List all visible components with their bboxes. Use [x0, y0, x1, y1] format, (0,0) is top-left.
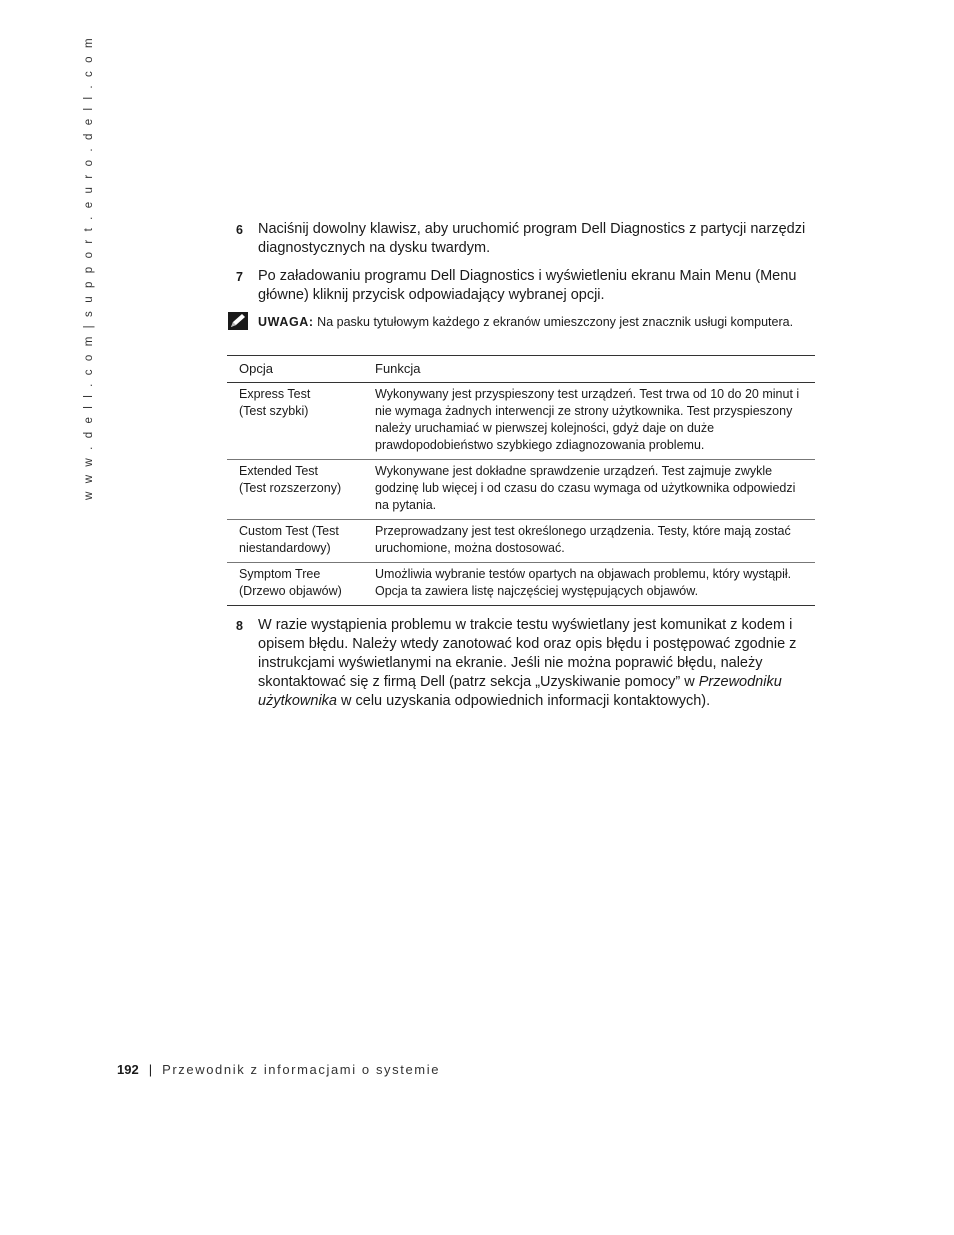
- step-text: Naciśnij dowolny klawisz, aby uruchomić program Dell Diagnostics z partycji narzędzi diagnostycznych na dysku twardym.: [258, 221, 806, 256]
- function-cell: Umożliwia wybranie testów opartych na objawach problemu, który wystąpił. Opcja ta zawiera listę najczęściej występujących objawów.: [363, 563, 815, 606]
- step-text: [258, 267, 816, 305]
- option-line: (Test szybki): [239, 404, 309, 418]
- step-text-part: w celu uzyskania odpowiednich informacji kontaktowych).: [336, 693, 711, 709]
- option-cell: [227, 383, 363, 460]
- user-guide-title: Przewodniku użytkownika: [258, 674, 782, 709]
- table-row: [227, 383, 815, 460]
- step-number: 8: [236, 619, 243, 633]
- options-table: [227, 355, 815, 606]
- step-text-part: (Menu główne) kliknij przycisk odpowiadający wybranej opcji.: [258, 268, 797, 303]
- option-line: Custom Test (Test: [239, 524, 339, 538]
- header-function: Funkcja: [363, 356, 815, 383]
- footer-title: Przewodnik z informacjami o systemie: [162, 1062, 441, 1077]
- option-cell: [227, 520, 363, 563]
- step-7: [236, 267, 816, 305]
- option-line: Symptom Tree: [239, 567, 321, 581]
- table-row: [227, 563, 815, 606]
- table-header-row: [227, 356, 815, 383]
- step-number: 6: [236, 223, 243, 237]
- step-text-part: W razie wystąpienia problemu w trakcie testu wyświetlany jest komunikat z kodem i opisem błędu. Należy wtedy zanotować kod oraz opis błędu i postępować zgodnie z instrukcjami wyświetlanymi na ekranie. Jeśli nie można poprawić błędu, należy skontaktować się z firmą Dell (patrz sekcja „Uzyskiwanie pomocy” w: [258, 617, 797, 690]
- side-url: w w w . d e l l . c o m | s u p p o r t . e u r o . d e l l . c o m: [83, 35, 95, 500]
- table-row: [227, 520, 815, 563]
- note-text: [258, 313, 793, 331]
- page-number: 192: [117, 1062, 139, 1077]
- option-line: (Test rozszerzony): [239, 481, 342, 495]
- function-cell: Wykonywany jest przyspieszony test urządzeń. Test trwa od 10 do 20 minut i nie wymaga żadnych interwencji ze strony użytkownika. Test przyspieszony należy uruchamiać w pierwszej kolejności, gdyż daje on duże prawdopodobieństwo szybkiego zdiagnozowania problemu.: [363, 383, 815, 460]
- main-menu-term: Main Menu: [679, 268, 752, 284]
- step-number: 7: [236, 270, 243, 284]
- function-cell: Wykonywane jest dokładne sprawdzenie urządzeń. Test zajmuje zwykle godzinę lub więcej i od czasu do czasu wymaga od użytkownika odpowiedzi na pytania.: [363, 460, 815, 520]
- option-cell: [227, 563, 363, 606]
- step-text-part: Po załadowaniu programu Dell Diagnostics i wyświetleniu ekranu: [258, 268, 680, 284]
- step-text: [258, 616, 816, 711]
- header-option: Opcja: [227, 356, 363, 383]
- table-row: [227, 460, 815, 520]
- option-line: Extended Test: [239, 464, 318, 478]
- note-body: Na pasku tytułowym każdego z ekranów umieszczony jest znacznik usługi komputera.: [313, 315, 794, 329]
- step-8: [236, 616, 816, 711]
- step-6: [236, 220, 816, 258]
- function-cell: Przeprowadzany jest test określonego urządzenia. Testy, które mają zostać uruchomione, można dostosować.: [363, 520, 815, 563]
- page-footer: [117, 1062, 440, 1077]
- option-cell: [227, 460, 363, 520]
- option-line: (Drzewo objawów): [239, 584, 342, 598]
- footer-separator: |: [148, 1062, 153, 1077]
- option-line: niestandardowy): [239, 541, 331, 555]
- option-line: Express Test: [239, 387, 311, 401]
- pencil-note-icon: [228, 312, 248, 330]
- note-label: UWAGA:: [258, 315, 314, 329]
